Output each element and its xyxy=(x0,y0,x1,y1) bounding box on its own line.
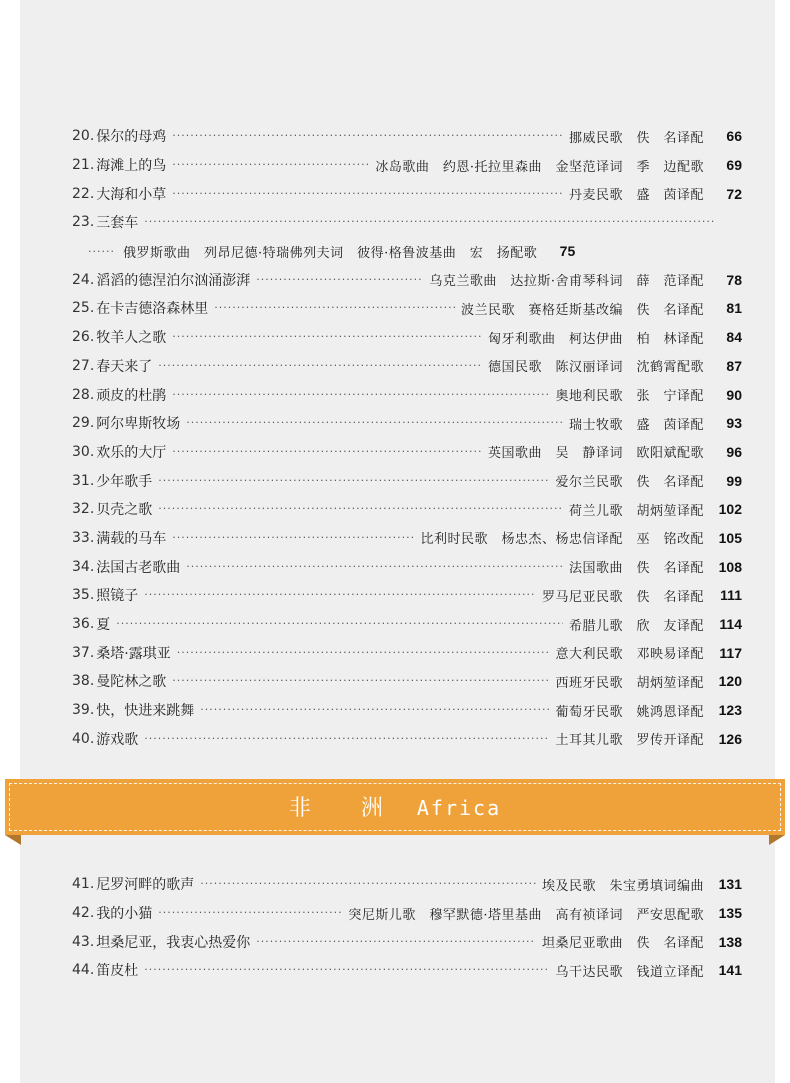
entry-page-number: 105 xyxy=(718,529,742,546)
banner-fold-left xyxy=(5,835,21,845)
entry-page-number: 84 xyxy=(726,329,742,346)
toc-entry[interactable] xyxy=(72,352,742,381)
leader-dots xyxy=(144,962,549,978)
toc-entry[interactable] xyxy=(72,466,742,495)
entry-credit: 法国歌曲 佚 名译配 xyxy=(568,561,704,577)
leader-dots xyxy=(186,415,563,431)
entry-number: 37. xyxy=(72,644,95,661)
entry-credit: 荷兰儿歌 胡炳堃译配 xyxy=(568,503,704,519)
toc-list-europe xyxy=(72,122,742,753)
toc-entry[interactable] xyxy=(72,667,742,696)
entry-title: 快，快进来跳舞 xyxy=(96,703,195,720)
leader-dots xyxy=(144,214,714,230)
leader-dots xyxy=(158,473,549,489)
toc-entry[interactable] xyxy=(72,638,742,667)
toc-entry[interactable] xyxy=(72,151,742,180)
entry-number: 34. xyxy=(72,558,95,575)
entry-page-number: 123 xyxy=(718,702,742,719)
toc-entry[interactable] xyxy=(72,524,742,553)
entry-credit: 乌干达民歌 钱道立译配 xyxy=(555,964,704,980)
entry-credit: 埃及民歌 朱宝勇填词编曲 xyxy=(541,878,704,894)
leader-dots xyxy=(186,559,563,575)
toc-entry[interactable] xyxy=(72,179,742,208)
toc-entry[interactable] xyxy=(72,409,742,438)
entry-title: 尼罗河畔的歌声 xyxy=(96,877,195,894)
entry-title: 坦桑尼亚，我衷心热爱你 xyxy=(96,934,251,951)
entry-number: 35. xyxy=(72,587,95,604)
entry-credit: 罗马尼亚民歌 佚 名译配 xyxy=(541,589,704,605)
toc-entry[interactable] xyxy=(72,495,742,524)
entry-number: 38. xyxy=(72,673,95,690)
entry-credit: 比利时民歌 杨忠杰、杨忠信译配 巫 铭改配 xyxy=(420,532,704,548)
leader-dots xyxy=(116,616,563,632)
entry-title: 少年歌手 xyxy=(96,473,153,490)
leader-dots xyxy=(200,702,549,718)
entry-credit: 西班牙民歌 胡炳堃译配 xyxy=(555,675,704,691)
entry-credit: 英国歌曲 吴 静译词 欧阳斌配歌 xyxy=(487,446,704,462)
section-title xyxy=(5,791,785,822)
entry-credit: 波兰民歌 赛格廷斯基改编 佚 名译配 xyxy=(460,302,704,318)
entry-page-number: 69 xyxy=(726,157,742,174)
toc-entry[interactable] xyxy=(72,438,742,467)
entry-page-number: 102 xyxy=(718,501,742,518)
entry-page-number: 111 xyxy=(720,587,742,604)
entry-credit: 瑞士牧歌 盛 茵译配 xyxy=(568,417,704,433)
entry-credit: 葡萄牙民歌 姚鸿恩译配 xyxy=(555,704,704,720)
leader-dots: ······ xyxy=(88,244,115,258)
toc-entry[interactable] xyxy=(72,870,742,899)
entry-number: 21. xyxy=(72,157,95,174)
entry-credit: 爱尔兰民歌 佚 名译配 xyxy=(555,475,704,491)
entry-credit: 丹麦民歌 盛 茵译配 xyxy=(568,188,704,204)
entry-title: 海滩上的鸟 xyxy=(96,158,167,175)
leader-dots xyxy=(172,157,369,173)
entry-title: 牧羊人之歌 xyxy=(96,330,167,347)
entry-title: 曼陀林之歌 xyxy=(96,674,167,691)
entry-number: 33. xyxy=(72,529,95,546)
toc-entry[interactable] xyxy=(72,237,742,266)
toc-entry[interactable] xyxy=(72,265,742,294)
entry-credit: 坦桑尼亚歌曲 佚 名译配 xyxy=(541,936,704,952)
entry-credit: 俄罗斯歌曲 列昂尼德·特瑞佛列夫词 彼得·格鲁波基曲 宏 扬配歌 xyxy=(122,245,538,261)
entry-page-number: 114 xyxy=(719,616,742,633)
entry-number: 20. xyxy=(72,128,95,145)
entry-page-number: 78 xyxy=(726,271,742,288)
entry-title: 顽皮的杜鹃 xyxy=(96,387,167,404)
leader-dots xyxy=(172,673,549,689)
entry-page-number: 131 xyxy=(718,876,742,893)
leader-dots xyxy=(144,731,549,747)
toc-entry[interactable] xyxy=(72,323,742,352)
toc-entry[interactable] xyxy=(72,927,742,956)
entry-number: 27. xyxy=(72,357,95,374)
leader-dots xyxy=(172,329,482,345)
entry-number: 23. xyxy=(72,214,95,231)
entry-title: 法国古老歌曲 xyxy=(96,559,181,576)
entry-title: 滔滔的德涅泊尔汹涌澎湃 xyxy=(96,272,251,289)
entry-page-number: 117 xyxy=(719,644,742,661)
entry-title: 照镜子 xyxy=(96,588,139,605)
entry-page-number: 99 xyxy=(726,472,742,489)
leader-dots xyxy=(144,587,536,603)
entry-number: 43. xyxy=(72,933,95,950)
entry-number: 25. xyxy=(72,300,95,317)
entry-title: 我的小猫 xyxy=(96,906,153,923)
entry-number: 30. xyxy=(72,443,95,460)
entry-page-number: 87 xyxy=(726,357,742,374)
section-title-en: Africa xyxy=(416,796,502,820)
entry-credit: 德国民歌 陈汉丽译词 沈鹤霄配歌 xyxy=(487,360,704,376)
entry-title: 春天来了 xyxy=(96,358,153,375)
toc-entry[interactable] xyxy=(72,724,742,753)
toc-entry[interactable] xyxy=(72,696,742,725)
section-title-cn: 非 洲 xyxy=(288,796,397,821)
entry-number: 42. xyxy=(72,905,95,922)
entry-credit: 奥地利民歌 张 宁译配 xyxy=(555,389,704,405)
toc-entry[interactable] xyxy=(72,380,742,409)
leader-dots xyxy=(158,358,482,374)
entry-number: 24. xyxy=(72,271,95,288)
entry-credit: 乌克兰歌曲 达拉斯·舍甫琴科词 薛 范译配 xyxy=(429,274,704,290)
entry-title: 阿尔卑斯牧场 xyxy=(96,416,181,433)
leader-dots xyxy=(158,501,563,517)
leader-dots xyxy=(172,387,549,403)
entry-number: 32. xyxy=(72,501,95,518)
entry-credit: 挪威民歌 佚 名译配 xyxy=(568,130,704,146)
toc-entry[interactable] xyxy=(72,610,742,639)
entry-page-number: 66 xyxy=(726,128,742,145)
entry-number: 44. xyxy=(72,962,95,979)
entry-page-number: 96 xyxy=(726,443,742,460)
entry-number: 28. xyxy=(72,386,95,403)
entry-title: 欢乐的大厅 xyxy=(96,444,167,461)
entry-page-number: 81 xyxy=(726,300,742,317)
entry-title: 保尔的母鸡 xyxy=(96,129,167,146)
entry-title: 大海和小草 xyxy=(96,186,167,203)
entry-page-number: 141 xyxy=(718,962,742,979)
leader-dots xyxy=(200,876,536,892)
leader-dots xyxy=(256,272,423,288)
leader-dots xyxy=(214,300,455,316)
toc-list-africa xyxy=(72,870,742,985)
entry-number: 40. xyxy=(72,730,95,747)
entry-title: 桑塔·露琪亚 xyxy=(96,645,171,662)
entry-title: 在卡吉德洛森林里 xyxy=(96,301,209,318)
entry-page-number: 120 xyxy=(718,673,742,690)
entry-number: 41. xyxy=(72,876,95,893)
toc-entry[interactable] xyxy=(72,956,742,985)
entry-number: 36. xyxy=(72,616,95,633)
entry-credit: 意大利民歌 邓映易译配 xyxy=(555,647,704,663)
leader-dots xyxy=(172,444,482,460)
entry-title: 游戏歌 xyxy=(96,731,139,748)
leader-dots xyxy=(172,128,563,144)
entry-credit: 土耳其儿歌 罗传开译配 xyxy=(555,733,704,749)
entry-page-number: 138 xyxy=(718,933,742,950)
entry-credit: 突尼斯儿歌 穆罕默德·塔里基曲 高有祯译词 严安思配歌 xyxy=(348,907,704,923)
entry-page-number: 93 xyxy=(726,415,742,432)
banner-fold-right xyxy=(769,835,785,845)
entry-title: 三套车 xyxy=(96,215,139,232)
leader-dots xyxy=(158,905,342,921)
leader-dots xyxy=(172,530,414,546)
toc-entry[interactable] xyxy=(72,552,742,581)
entry-title: 夏 xyxy=(96,617,111,634)
leader-dots xyxy=(256,934,536,950)
entry-number: 26. xyxy=(72,329,95,346)
entry-title: 笛皮杜 xyxy=(96,963,139,980)
entry-page-number: 72 xyxy=(726,185,742,202)
toc-entry[interactable] xyxy=(72,899,742,928)
toc-entry[interactable] xyxy=(72,294,742,323)
toc-entry[interactable] xyxy=(72,208,742,237)
entry-credit: 冰岛歌曲 约恩·托拉里森曲 金坚范译词 季 边配歌 xyxy=(375,159,704,175)
toc-entry[interactable] xyxy=(72,581,742,610)
entry-page-number: 126 xyxy=(718,730,742,747)
entry-number: 31. xyxy=(72,472,95,489)
entry-credit: 匈牙利歌曲 柯达伊曲 柏 林译配 xyxy=(487,331,704,347)
entry-number: 29. xyxy=(72,415,95,432)
section-banner xyxy=(5,779,785,835)
leader-dots xyxy=(177,645,550,661)
entry-page-number: 90 xyxy=(726,386,742,403)
entry-number: 39. xyxy=(72,702,95,719)
entry-title: 贝壳之歌 xyxy=(96,502,153,519)
entry-credit: 希腊儿歌 欣 友译配 xyxy=(568,618,704,634)
toc-entry[interactable] xyxy=(72,122,742,151)
entry-title: 满载的马车 xyxy=(96,530,167,547)
entry-number: 22. xyxy=(72,185,95,202)
leader-dots xyxy=(172,186,563,202)
entry-page-number: 135 xyxy=(718,905,742,922)
entry-page-number: 108 xyxy=(718,558,742,575)
entry-page-number: 75 xyxy=(559,243,576,260)
